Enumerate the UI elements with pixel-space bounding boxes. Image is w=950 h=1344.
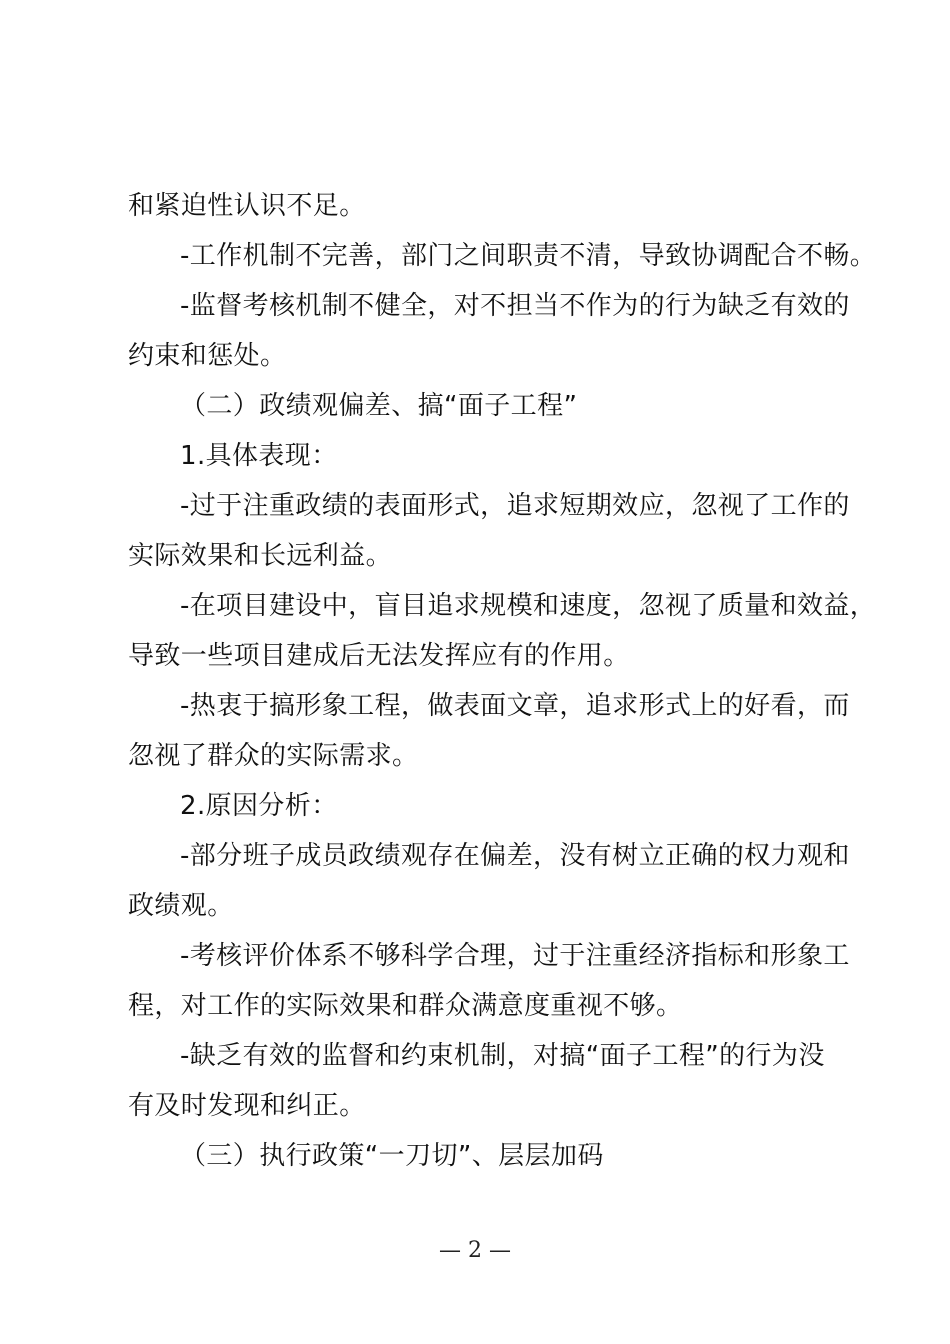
text-line: 忽视了群众的实际需求。 [128, 741, 419, 771]
text-line: -热衷于搞形象工程，做表面文章，追求形式上的好看，而 [180, 691, 850, 721]
text-line: 有及时发现和纠正。 [128, 1091, 366, 1121]
text-line: -部分班子成员政绩观存在偏差，没有树立正确的权力观和 [180, 841, 850, 871]
text-line: 程，对工作的实际效果和群众满意度重视不够。 [128, 991, 683, 1021]
subheading: 1.具体表现： [180, 441, 338, 471]
text-line: -过于注重政绩的表面形式，追求短期效应，忽视了工作的 [180, 491, 850, 521]
text-line: 政绩观。 [128, 891, 234, 921]
body-text [128, 181, 877, 1181]
section-heading: （三）执行政策“一刀切”、层层加码 [180, 1141, 604, 1171]
text-line: -考核评价体系不够科学合理，过于注重经济指标和形象工 [180, 941, 850, 971]
section-heading: （二）政绩观偏差、搞“面子工程” [180, 391, 578, 421]
text-line: -工作机制不完善，部门之间职责不清，导致协调配合不畅。 [180, 241, 877, 271]
page-number: — 2 — [439, 1238, 511, 1263]
text-line: 和紧迫性认识不足。 [128, 191, 366, 221]
text-line: -缺乏有效的监督和约束机制，对搞“面子工程”的行为没 [180, 1041, 825, 1071]
text-line: 约束和惩处。 [128, 341, 287, 371]
subheading: 2.原因分析： [180, 791, 338, 821]
text-line: 导致一些项目建成后无法发挥应有的作用。 [128, 641, 630, 671]
text-line: -在项目建设中，盲目追求规模和速度，忽视了质量和效益， [180, 591, 877, 621]
text-line: -监督考核机制不健全，对不担当不作为的行为缺乏有效的 [180, 291, 850, 321]
text-line: 实际效果和长远利益。 [128, 541, 393, 571]
